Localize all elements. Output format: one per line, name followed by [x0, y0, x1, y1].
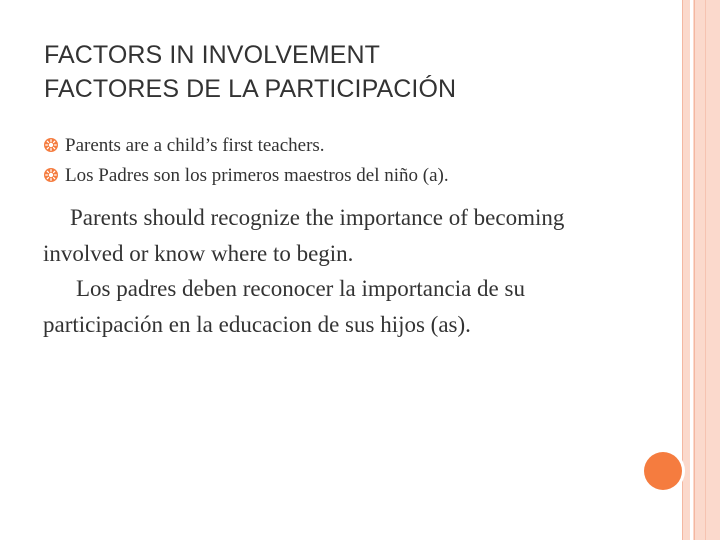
- bullet-text: Parents are a child’s first teachers.: [65, 135, 325, 156]
- list-item: [44, 162, 664, 192]
- slide-title: [44, 38, 664, 106]
- border-gap: [690, 0, 693, 540]
- border-line: [705, 0, 706, 540]
- title-english: FACTORS IN INVOLVEMENT: [44, 41, 381, 69]
- sun-bullet-icon: [44, 138, 58, 152]
- sun-bullet-icon: [44, 168, 58, 182]
- body-text: [43, 200, 603, 342]
- decorative-circle: [641, 449, 685, 493]
- border-line: [682, 0, 683, 540]
- bullet-list: [44, 132, 664, 192]
- paragraph-spanish: Los padres deben reconocer la importancia de su participación en la educacion de sus hijos (as).: [43, 276, 525, 337]
- decorative-circle-fill: [644, 452, 682, 490]
- right-border-band: [682, 0, 720, 540]
- bullet-text: Los Padres son los primeros maestros del niño (a).: [65, 165, 449, 186]
- border-line: [694, 0, 695, 540]
- title-spanish: FACTORES DE LA PARTICIPACIÓN: [44, 75, 457, 103]
- list-item: [44, 132, 664, 162]
- paragraph-english: Parents should recognize the importance of becoming involved or know where to begin.: [43, 205, 565, 266]
